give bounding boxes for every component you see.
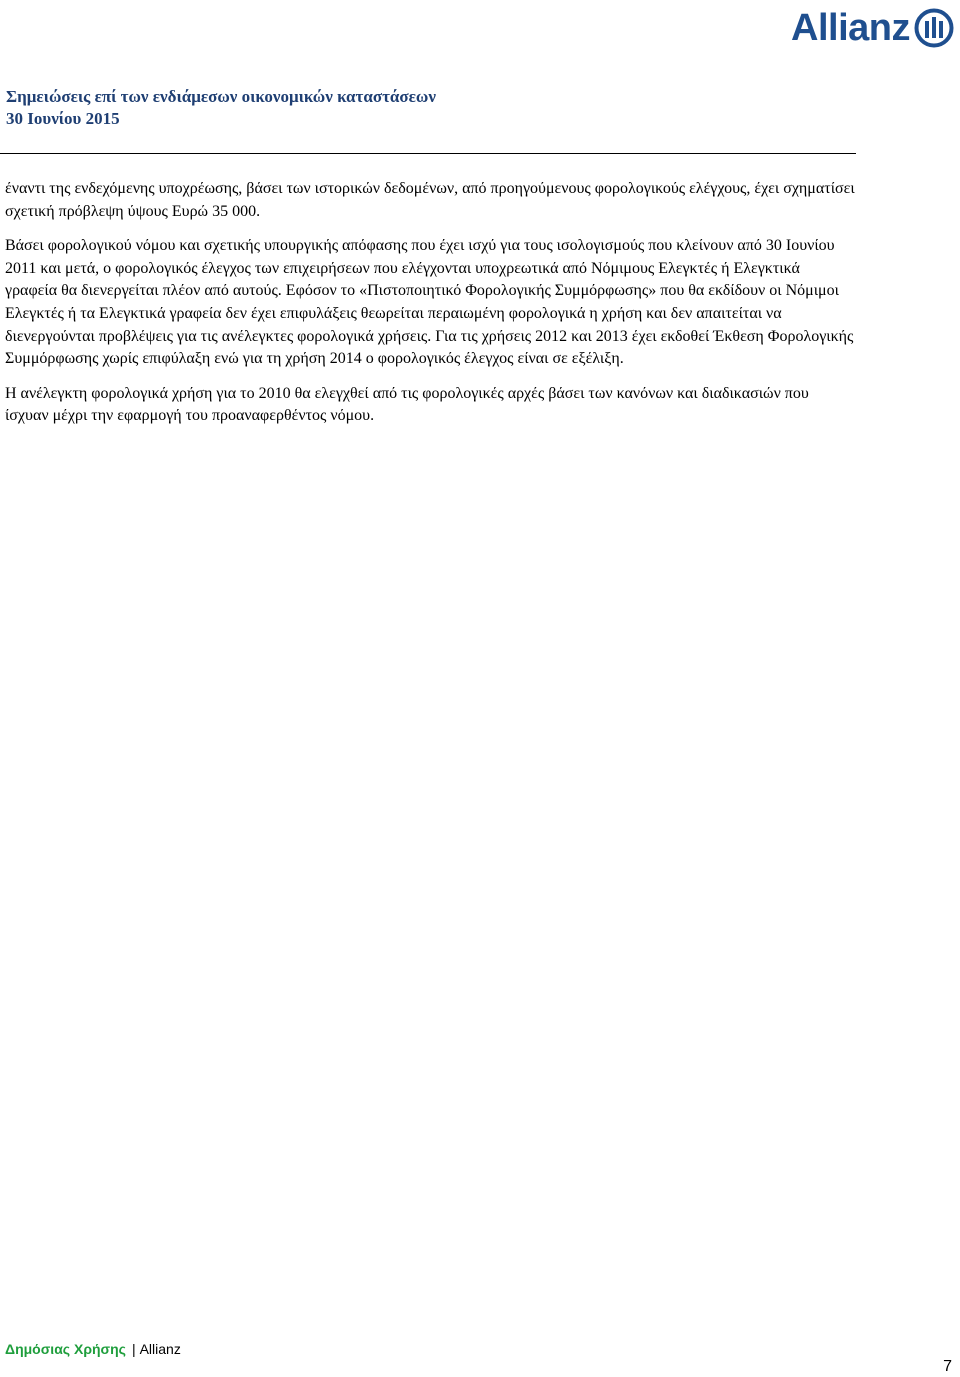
document-header xyxy=(6,86,436,130)
logo-wordmark: Allianz xyxy=(791,7,910,49)
footer-classification xyxy=(5,1340,181,1358)
allianz-eagle-mark-icon xyxy=(914,8,954,48)
footer-company: Allianz xyxy=(139,1341,181,1357)
page-number: 7 xyxy=(943,1358,952,1375)
document-title: Σημειώσεις επί των ενδιάμεσων οικονομικών καταστάσεων xyxy=(6,87,436,106)
header-divider xyxy=(0,153,856,154)
classification-label: Δημόσιας Χρήσης xyxy=(5,1341,126,1357)
document-date: 30 Ιουνίου 2015 xyxy=(6,109,120,128)
paragraph-unaudited-year: Η ανέλεγκτη φορολογικά χρήση για το 2010 θα ελεγχθεί από τις φορολογικές αρχές βάσει των κανόνων και διαδικασιών που ίσχυαν μέχρι την εφαρμογή του προαναφερθέντος νόμου. xyxy=(5,384,809,425)
footer-separator: | xyxy=(131,1341,136,1357)
paragraph-tax-audit: Βάσει φορολογικού νόμου και σχετικής υπουργικής απόφασης που έχει ισχύ για τους ισολογισμούς που κλείνουν από 30 Ιουνίου 2011 και μετά, ο φορολογικός έλεγχος των επιχειρήσεων που ελέγχονται υποχρεωτικά από Νόμιμους Ελεγκτές ή Ελεγκτικά γραφεία θα διενεργείται πλέον από αυτούς. Εφόσον το «Πιστοποιητικό Φορολογικής Συμμόρφωσης» που θα εκδίδουν οι Νόμιμοι Ελεγκτές ή τα Ελεγκτικά γραφεία δεν έχει επιφυλάξεις θεωρείται περαιωμένη φορολογικά η χρήση και δεν απαιτείται να διενεργούνται προβλέψεις για τις ανέλεγκτες φορολογικά χρήσεις. Για τις χρήσεις 2012 και 2013 έχει εκδοθεί Έκθεση Φορολογικής Συμμόρφωσης χωρίς επιφύλαξη ενώ για τη χρήση 2014 ο φορολογικός έλεγχος είναι σε εξέλιξη. xyxy=(5,237,854,368)
allianz-logo xyxy=(791,8,954,48)
document-body xyxy=(5,178,855,428)
paragraph-provision: έναντι της ενδεχόμενης υποχρέωσης, βάσει των ιστορικών δεδομένων, από προηγούμενους φορολογικούς ελέγχους, έχει σχηματίσει σχετική πρόβλεψη ύψους Ευρώ 35 000. xyxy=(5,180,855,220)
